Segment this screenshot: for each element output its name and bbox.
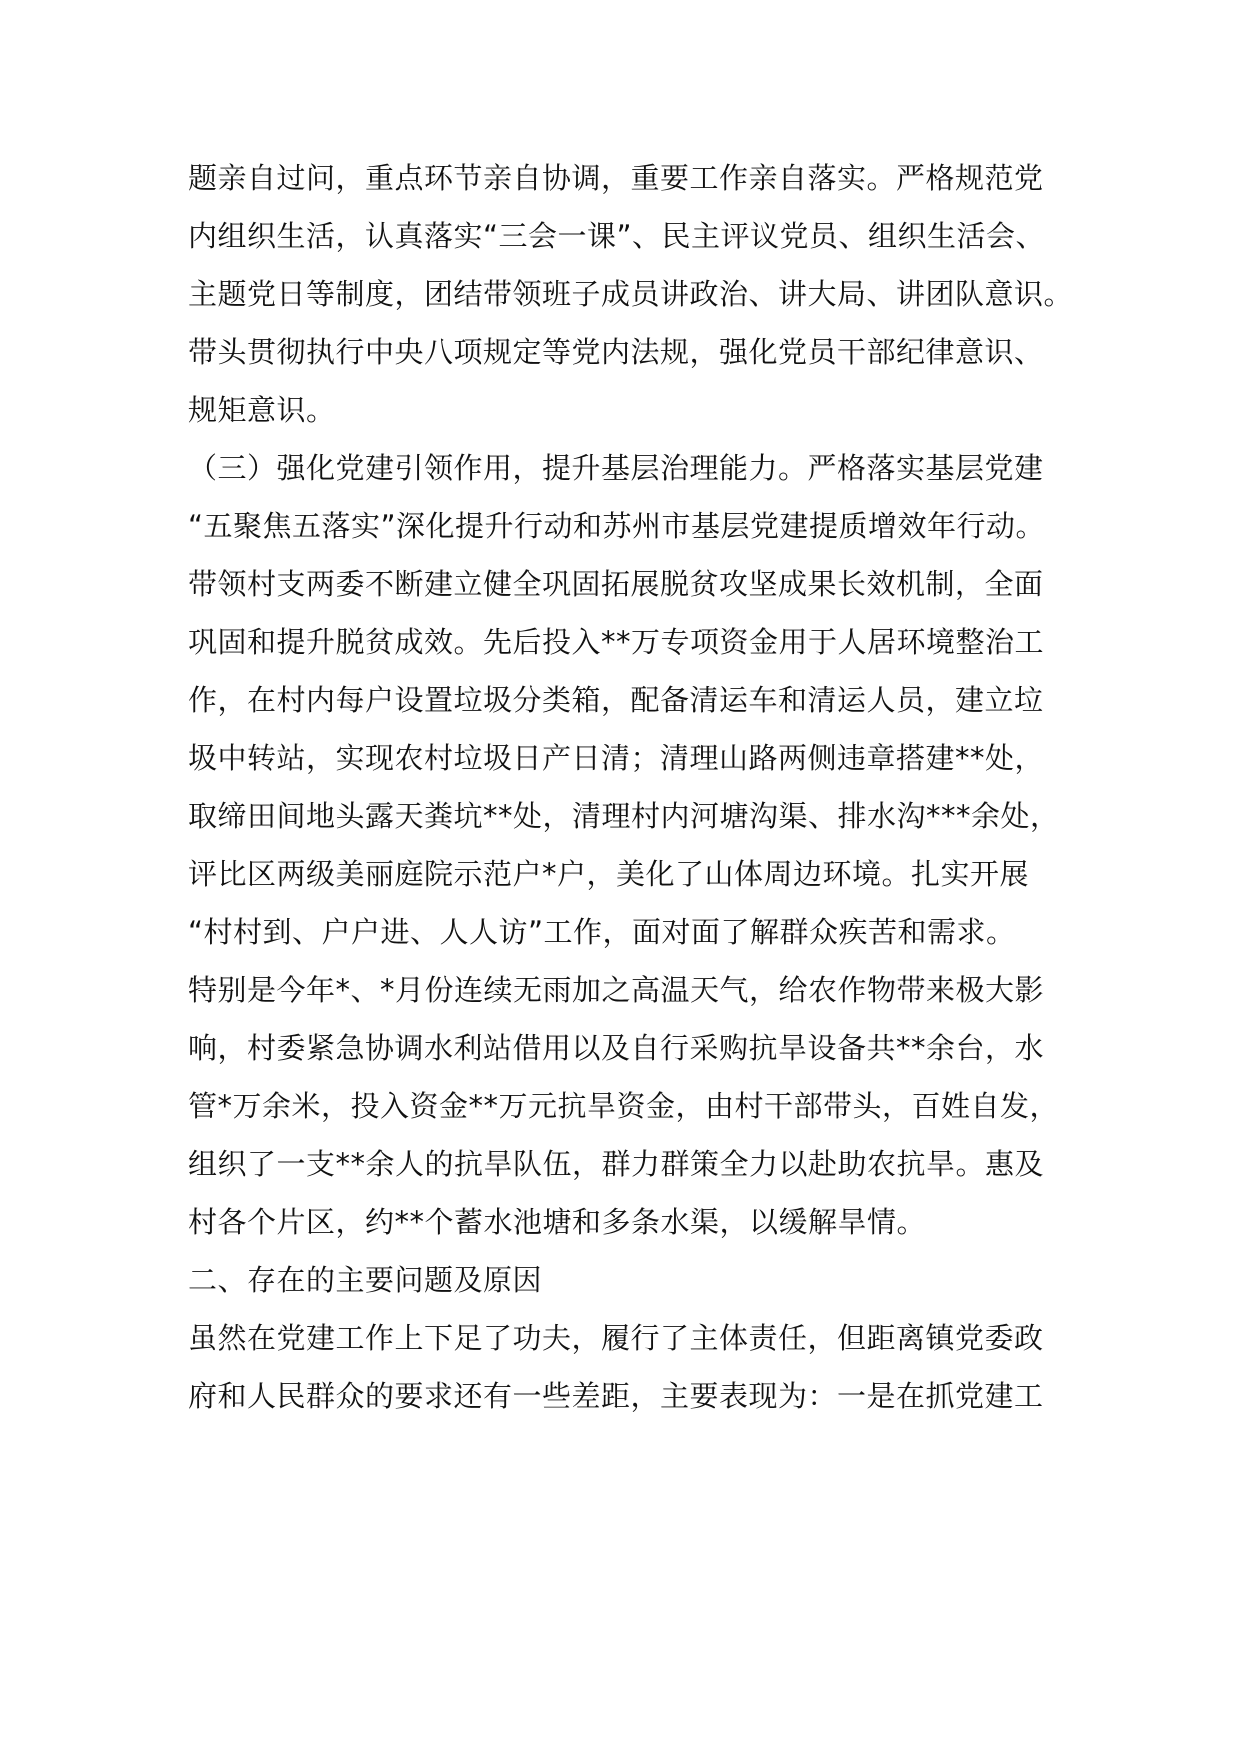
text-line: 内组织生活，认真落实“三会一课”、民主评议党员、组织生活会、: [188, 219, 1046, 253]
text-line: 特别是今年*、*月份连续无雨加之高温天气，给农作物带来极大影: [188, 973, 1045, 1007]
section-heading: 二、存在的主要问题及原因: [188, 1263, 543, 1297]
text-line: 府和人民群众的要求还有一些差距，主要表现为：一是在抓党建工: [188, 1379, 1044, 1413]
text-line: 巩固和提升脱贫成效。先后投入**万专项资金用于人居环境整治工: [188, 625, 1045, 659]
text-line: 带头贯彻执行中央八项规定等党内法规，强化党员干部纪律意识、: [188, 335, 1044, 369]
text-line: 主题党日等制度，团结带领班子成员讲政治、讲大局、讲团队意识。: [188, 277, 1074, 311]
text-line: 响，村委紧急协调水利站借用以及自行采购抗旱设备共**余台，水: [188, 1031, 1045, 1065]
text-line: “五聚焦五落实”深化提升行动和苏州市基层党建提质增效年行动。: [188, 509, 1046, 543]
text-line: 组织了一支**余人的抗旱队伍，群力群策全力以赴助农抗旱。惠及: [188, 1147, 1045, 1181]
text-line: “村村到、户户进、人人访”工作，面对面了解群众疾苦和需求。: [188, 915, 1016, 949]
text-line: 规矩意识。: [188, 393, 336, 427]
section-heading: （三）强化党建引领作用，提升基层治理能力。严格落实基层党建: [188, 451, 1044, 485]
text-line: 题亲自过问，重点环节亲自协调，重要工作亲自落实。严格规范党: [188, 161, 1044, 195]
text-line: 评比区两级美丽庭院示范户*户，美化了山体周边环境。扎实开展: [188, 857, 1030, 891]
text-line: 虽然在党建工作上下足了功夫，履行了主体责任，但距离镇党委政: [188, 1321, 1044, 1355]
text-line: 村各个片区，约**个蓄水池塘和多条水渠，以缓解旱情。: [188, 1205, 927, 1239]
text-line: 作，在村内每户设置垃圾分类箱，配备清运车和清运人员，建立垃: [188, 683, 1044, 717]
text-line: 带领村支两委不断建立健全巩固拓展脱贫攻坚成果长效机制，全面: [188, 567, 1044, 601]
text-line: 圾中转站，实现农村垃圾日产日清；清理山路两侧违章搭建**处，: [188, 741, 1045, 775]
text-line: 取缔田间地头露天粪坑**处，清理村内河塘沟渠、排水沟***余处，: [188, 799, 1060, 833]
text-line: 管*万余米，投入资金**万元抗旱资金，由村干部带头，百姓自发，: [188, 1089, 1060, 1123]
